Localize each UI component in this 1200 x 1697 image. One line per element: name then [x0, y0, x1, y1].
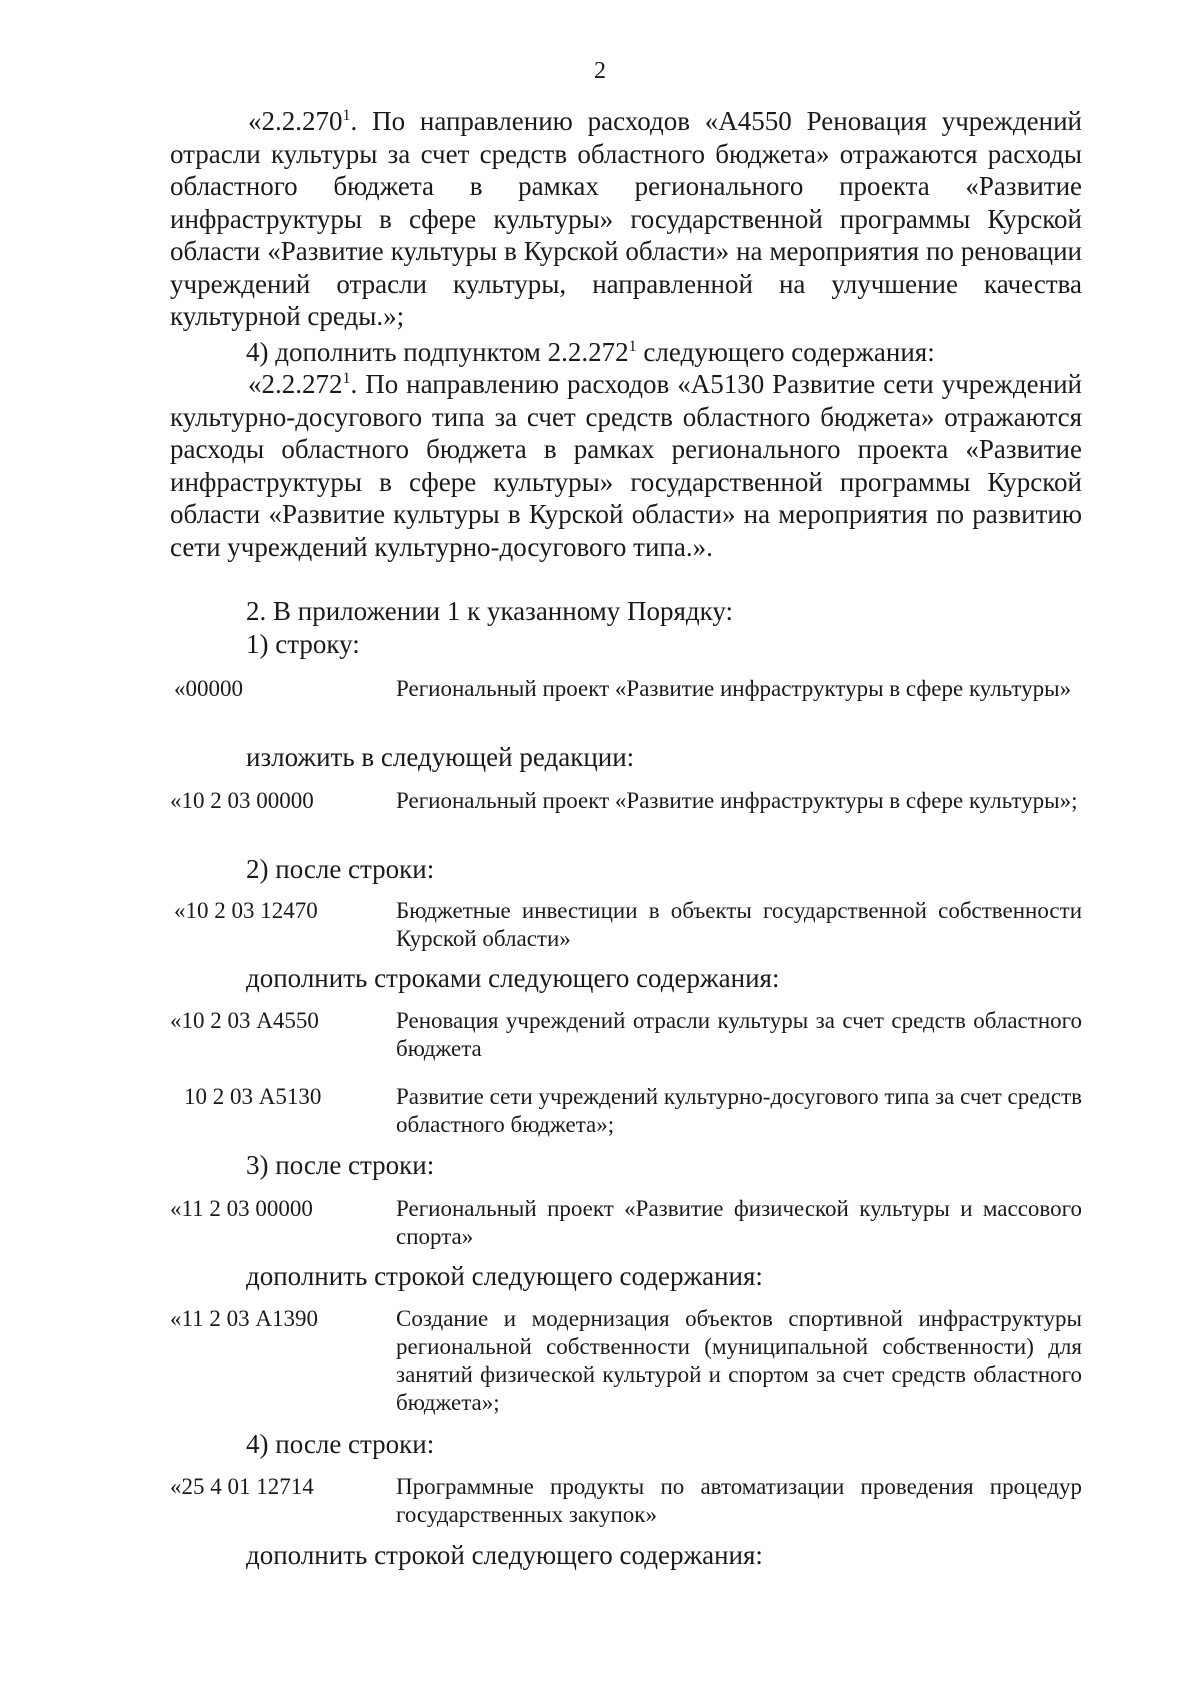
subpoint-1: 1) строку: — [246, 629, 360, 659]
row-code: «11 2 03 А1390 — [170, 1306, 319, 1331]
row-code: «10 2 03 00000 — [170, 788, 314, 813]
paragraph-2-2-272 — [170, 368, 1082, 563]
row-code: 10 2 03 А5130 — [184, 1084, 322, 1109]
row-description: Региональный проект «Развитие инфраструктуры в сфере культуры»; — [396, 788, 1078, 813]
paragraph-text: . По направлению расходов «А5130 Развитие сети учреждений культурно-досугового типа за счет средств областного бюджета» отражаются расходы областного бюджета в рамках регионального проекта «Развитие инфраструктуры в сфере культуры» государственной программы Курской области «Развитие культуры в Курской области» на мероприятия по развитию сети учреждений культурно-досугового типа.». — [170, 369, 1082, 562]
page-number: 2 — [594, 58, 606, 84]
superscript: 1 — [628, 338, 637, 355]
superscript: 1 — [342, 370, 351, 387]
row-code: «10 2 03 А4550 — [170, 1008, 319, 1033]
instruction-add-rows: дополнить строками следующего содержания: — [246, 963, 780, 993]
instruction-add-row-2: дополнить строкой следующего содержания: — [246, 1540, 763, 1570]
paragraph-2-2-270 — [170, 105, 1082, 333]
item-4-prefix: 4) дополнить подпунктом 2.2.272 — [246, 337, 629, 367]
superscript: 1 — [342, 107, 351, 124]
point-2: 2. В приложении 1 к указанному Порядку: — [246, 596, 734, 626]
row-description: Бюджетные инвестиции в объекты государственной собственности Курской области» — [396, 898, 1082, 951]
item-4-suffix: следующего содержания: — [636, 337, 935, 367]
paragraph-label: «2.2.272 — [248, 369, 343, 399]
instruction-add-row-1: дополнить строкой следующего содержания: — [246, 1261, 763, 1291]
row-description: Создание и модернизация объектов спортивной инфраструктуры региональной собственности (муниципальной собственности) для занятий физической культурой и спортом за счет средств областного бюджета»; — [396, 1306, 1082, 1415]
row-description: Региональный проект «Развитие физической культуры и массового спорта» — [396, 1196, 1082, 1249]
row-description: Развитие сети учреждений культурно-досугового типа за счет средств областного бюджета»; — [396, 1084, 1082, 1137]
row-code: «10 2 03 12470 — [174, 898, 318, 923]
instruction-restate: изложить в следующей редакции: — [246, 742, 635, 772]
row-description: Региональный проект «Развитие инфраструктуры в сфере культуры» — [396, 676, 1072, 701]
paragraph-label: «2.2.270 — [248, 106, 343, 136]
row-description: Реновация учреждений отрасли культуры за счет средств областного бюджета — [396, 1008, 1082, 1061]
instruction-after-row-3: 3) после строки: — [246, 1150, 435, 1180]
instruction-after-row-2: 2) после строки: — [246, 854, 435, 884]
row-code: «11 2 03 00000 — [170, 1196, 313, 1221]
paragraph-text: . По направлению расходов «А4550 Реновация учреждений отрасли культуры за счет средств областного бюджета» отражаются расходы областного бюджета в рамках регионального проекта «Развитие инфраструктуры в сфере культуры» государственной программы Курской области «Развитие культуры в Курской области» на мероприятия по реновации учреждений отрасли культуры, направленной на улучшение качества культурной среды.»; — [170, 106, 1082, 331]
instruction-after-row-4: 4) после строки: — [246, 1429, 435, 1459]
row-code: «00000 — [174, 676, 243, 701]
row-description: Программные продукты по автоматизации проведения процедур государственных закупок» — [396, 1474, 1082, 1527]
row-code: «25 4 01 12714 — [170, 1474, 314, 1499]
item-4-add-subpoint — [246, 336, 935, 368]
